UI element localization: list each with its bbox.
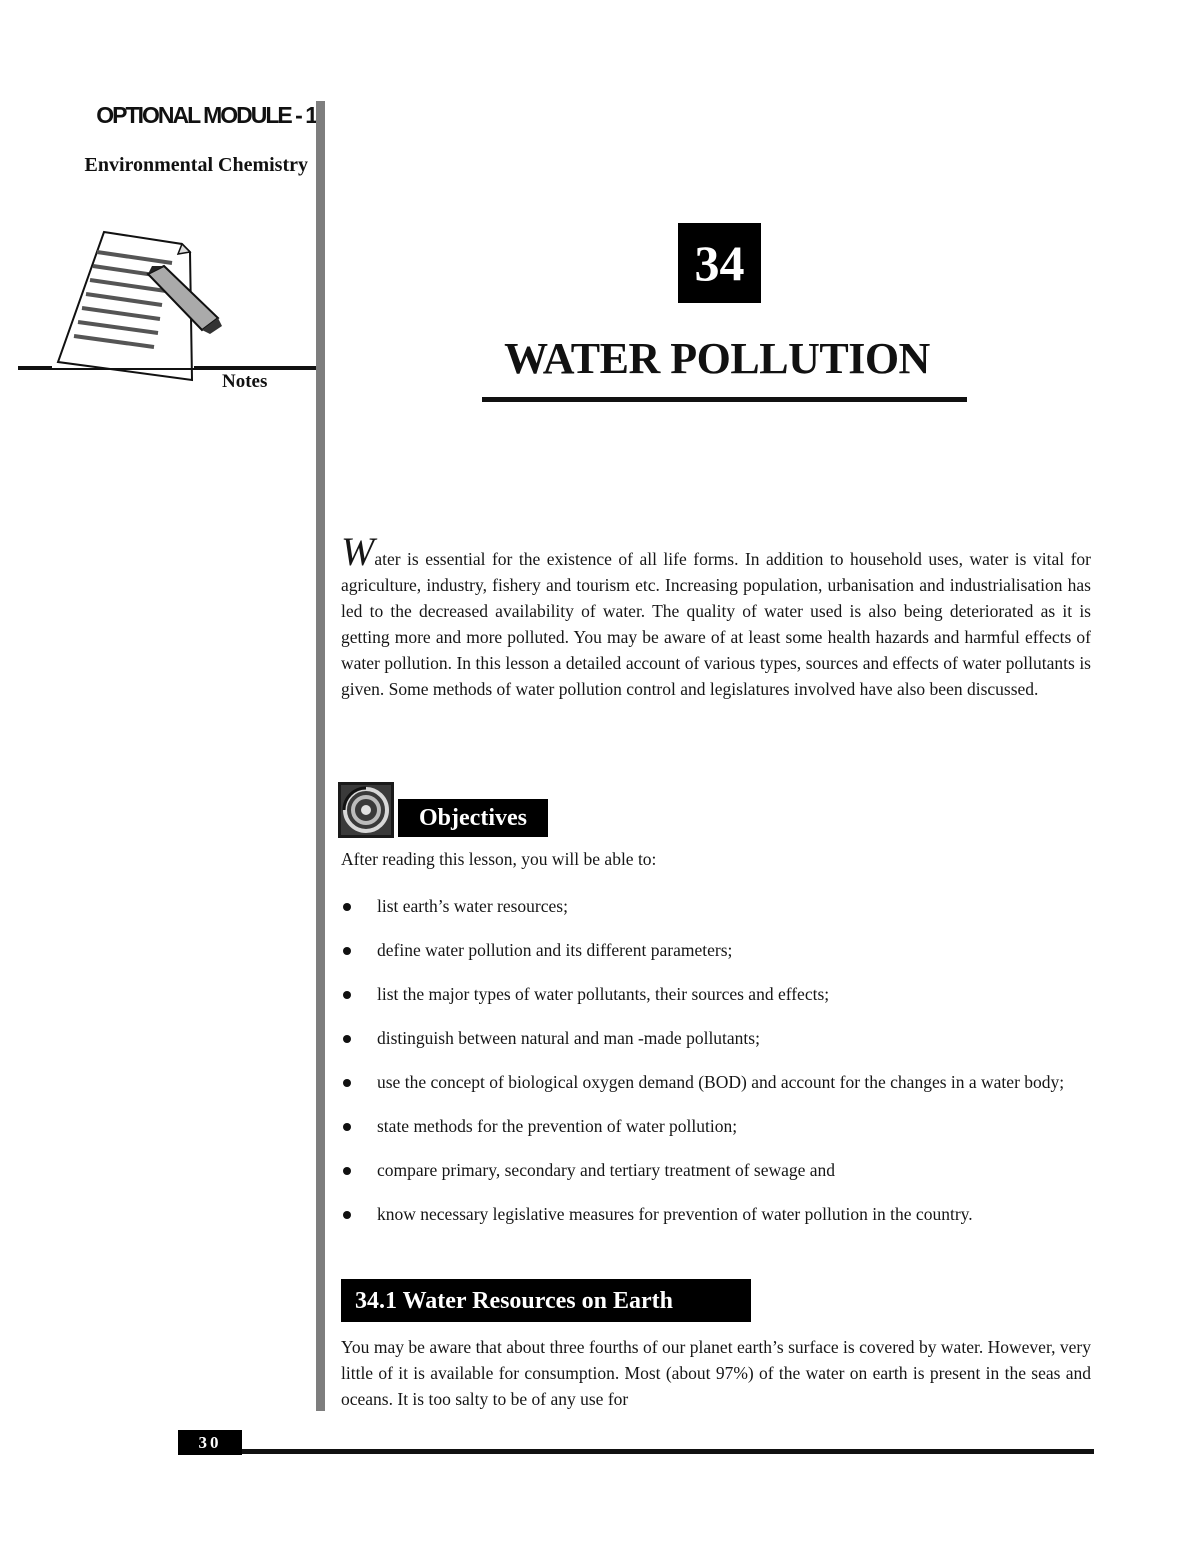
list-item xyxy=(341,981,1091,1007)
objective-text: define water pollution and its different parameters; xyxy=(377,940,733,960)
objective-text: use the concept of biological oxygen demand (BOD) and account for the changes in a water body; xyxy=(377,1072,1065,1092)
target-icon xyxy=(338,782,394,838)
bullet-icon xyxy=(343,1211,351,1219)
bullet-icon xyxy=(343,991,351,999)
bullet-icon xyxy=(343,1079,351,1087)
bullet-icon xyxy=(343,1035,351,1043)
objective-text: know necessary legislative measures for prevention of water pollution in the country. xyxy=(377,1204,973,1224)
page-number: 30 xyxy=(178,1430,242,1455)
list-item xyxy=(341,1201,1091,1227)
list-item xyxy=(341,937,1091,963)
objective-text: distinguish between natural and man -made pollutants; xyxy=(377,1028,760,1048)
margin-divider xyxy=(316,101,325,1411)
title-underline xyxy=(482,397,967,402)
section-heading: 34.1 Water Resources on Earth xyxy=(341,1279,751,1322)
list-item xyxy=(341,1157,1091,1183)
bullet-icon xyxy=(343,1123,351,1131)
chapter-number: 34 xyxy=(678,223,761,303)
bullet-icon xyxy=(343,903,351,911)
list-item xyxy=(341,893,1091,919)
objectives-lead: After reading this lesson, you will be able to: xyxy=(341,849,657,869)
notes-divider-left xyxy=(18,366,52,370)
notes-label: Notes xyxy=(222,371,268,392)
objective-text: list earth’s water resources; xyxy=(377,896,568,916)
objective-text: list the major types of water pollutants, their sources and effects; xyxy=(377,984,830,1004)
intro-text: ater is essential for the existence of all life forms. In addition to household uses, water is vital for agriculture, industry, fishery and tourism etc. Increasing population, urbanisation and industrialisation has led to the decreased availability of water. The quality of water used is also being deteriorated as it is getting more and more polluted. You may be aware of at least some health hazards and harmful effects of water pollution. In this lesson a detailed account of various types, sources and effects of water pollutants is given. Some methods of water pollution control and legislatures involved have also been discussed. xyxy=(341,549,1091,699)
intro-dropcap: W xyxy=(341,529,375,574)
list-item xyxy=(341,1113,1091,1139)
list-item xyxy=(341,1025,1091,1051)
objectives-heading: Objectives xyxy=(398,799,548,837)
bullet-icon xyxy=(343,1167,351,1175)
list-item xyxy=(341,1069,1091,1095)
objective-text: compare primary, secondary and tertiary treatment of sewage and xyxy=(377,1160,836,1180)
notes-divider-mid xyxy=(52,368,194,370)
subject-title: Environmental Chemistry xyxy=(84,154,308,176)
footer-rule xyxy=(242,1449,1094,1454)
intro-paragraph xyxy=(341,529,1091,702)
section-paragraph: You may be aware that about three fourths of our planet earth’s surface is covered by water. However, very little of it is available for consumption. Most (about 97%) of the water on earth is present in the seas and oceans. It is too salty to be of any use for xyxy=(341,1337,1091,1409)
module-title: OPTIONAL MODULE - 1 xyxy=(96,102,316,128)
objectives-list xyxy=(341,893,1091,1245)
chapter-title: WATER POLLUTION xyxy=(504,334,930,383)
bullet-icon xyxy=(343,947,351,955)
notes-divider-right xyxy=(194,366,316,370)
objective-text: state methods for the prevention of water pollution; xyxy=(377,1116,738,1136)
